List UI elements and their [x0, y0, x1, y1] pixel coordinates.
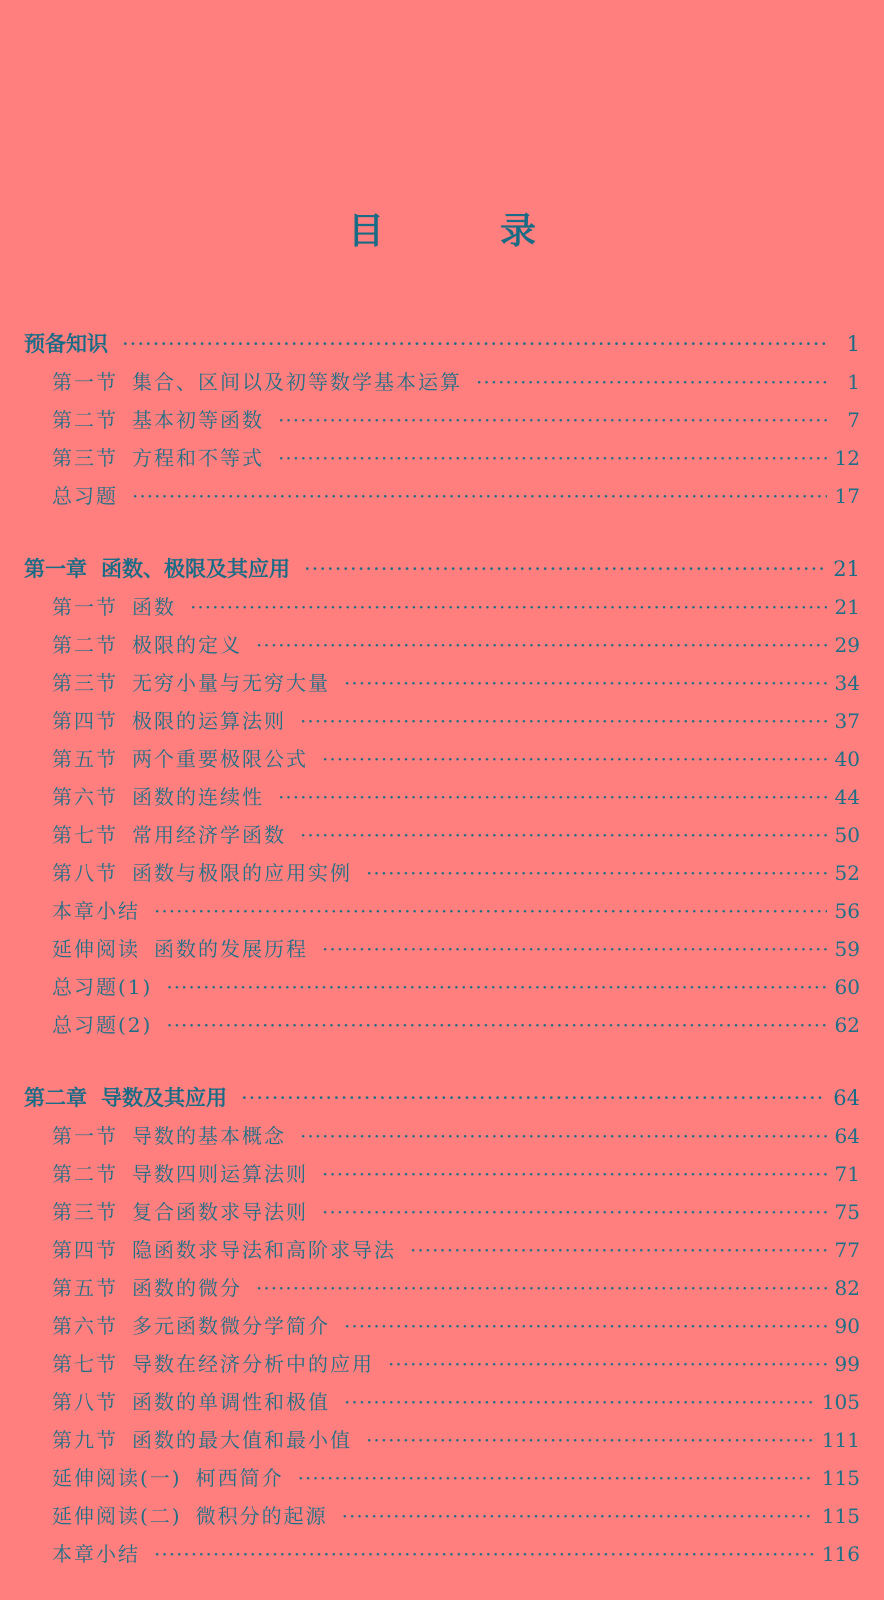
section-number: 第二节 — [52, 633, 118, 657]
section-title: 函数的最大值和最小值 — [132, 1428, 352, 1452]
page-number: 34 — [834, 671, 860, 695]
section-title: 常用经济学函数 — [132, 823, 286, 847]
section-title: 导数在经济分析中的应用 — [132, 1352, 374, 1376]
leader-dots — [476, 363, 828, 401]
leader-dots — [388, 1345, 827, 1383]
leader-dots — [342, 1497, 814, 1535]
section-number: 延伸阅读(二) — [52, 1504, 182, 1528]
page-number: 62 — [834, 1013, 860, 1037]
section-title: 柯西简介 — [195, 1466, 284, 1490]
toc-section-row[interactable] — [24, 626, 860, 664]
page-number: 71 — [834, 1162, 860, 1186]
page-number: 37 — [834, 709, 860, 733]
toc-section-row[interactable] — [24, 401, 860, 439]
section-number: 第七节 — [52, 823, 118, 847]
section-number: 第五节 — [52, 1276, 118, 1300]
group-spacer — [24, 1044, 860, 1079]
section-title: 复合函数求导法则 — [132, 1200, 308, 1224]
page-number: 50 — [834, 823, 860, 847]
leader-dots — [132, 477, 827, 515]
section-number: 第三节 — [52, 671, 118, 695]
section-title: 总习题(2) — [52, 1013, 153, 1037]
section-number: 第一节 — [52, 370, 118, 394]
section-title: 函数的微分 — [132, 1276, 242, 1300]
section-title: 极限的定义 — [132, 633, 242, 657]
toc-chapter-row[interactable] — [24, 550, 860, 588]
toc-section-row[interactable] — [24, 930, 860, 968]
section-title: 隐函数求导法和高阶求导法 — [132, 1238, 396, 1262]
toc-section-row[interactable] — [24, 1006, 860, 1044]
section-number: 第二节 — [52, 1162, 118, 1186]
section-title: 导数四则运算法则 — [132, 1162, 308, 1186]
leader-dots — [300, 702, 827, 740]
section-title: 本章小结 — [52, 1542, 140, 1566]
toc-section-row[interactable] — [24, 1193, 860, 1231]
leader-dots — [300, 816, 827, 854]
leader-dots — [256, 1269, 827, 1307]
page-number: 59 — [834, 937, 860, 961]
leader-dots — [366, 1421, 814, 1459]
page-number: 116 — [821, 1542, 860, 1566]
leader-dots — [344, 664, 827, 702]
section-title: 多元函数微分学简介 — [132, 1314, 330, 1338]
leader-dots — [304, 550, 825, 588]
leader-dots — [322, 740, 827, 778]
leader-dots — [410, 1231, 827, 1269]
section-title: 基本初等函数 — [132, 408, 264, 432]
section-title: 总习题(1) — [52, 975, 153, 999]
page-number: 29 — [834, 633, 860, 657]
toc-section-row[interactable] — [24, 892, 860, 930]
leader-dots — [300, 1117, 827, 1155]
leader-dots — [190, 588, 827, 626]
leader-dots — [278, 778, 827, 816]
section-title: 微积分的起源 — [195, 1504, 328, 1528]
leader-dots — [256, 626, 827, 664]
toc-section-row[interactable] — [24, 1459, 860, 1497]
toc-section-row[interactable] — [24, 1497, 860, 1535]
leader-dots — [322, 1193, 827, 1231]
toc-section-row[interactable] — [24, 740, 860, 778]
leader-dots — [166, 968, 826, 1006]
page-number: 17 — [834, 484, 860, 508]
page-number: 111 — [821, 1428, 860, 1452]
section-title: 两个重要极限公式 — [132, 747, 308, 771]
page-number: 12 — [834, 446, 860, 470]
page-number: 1 — [846, 332, 860, 356]
toc-group-chapter-1 — [24, 550, 860, 1044]
page-number: 105 — [821, 1390, 860, 1414]
section-number: 第三节 — [52, 1200, 118, 1224]
leader-dots — [122, 325, 828, 363]
section-title: 函数的单调性和极值 — [132, 1390, 330, 1414]
leader-dots — [344, 1307, 827, 1345]
page-number: 56 — [834, 899, 860, 923]
chapter-number: 第一章 — [24, 556, 87, 581]
leader-dots — [344, 1383, 814, 1421]
toc-section-row[interactable] — [24, 1383, 860, 1421]
section-title: 总习题 — [52, 484, 118, 508]
leader-dots — [366, 854, 827, 892]
section-number: 延伸阅读 — [52, 937, 140, 961]
leader-dots — [298, 1459, 814, 1497]
toc-section-row[interactable] — [24, 439, 860, 477]
section-number: 第六节 — [52, 785, 118, 809]
section-title: 本章小结 — [52, 899, 140, 923]
page-number: 44 — [834, 785, 860, 809]
toc-section-row[interactable] — [24, 1155, 860, 1193]
section-number: 第三节 — [52, 446, 118, 470]
section-title: 函数 — [132, 595, 176, 619]
page-title: 目 录 — [347, 210, 576, 252]
chapter-number: 第二章 — [24, 1085, 87, 1110]
toc-chapter-row[interactable] — [24, 1079, 860, 1117]
toc-section-row[interactable] — [24, 1421, 860, 1459]
section-number: 第八节 — [52, 1390, 118, 1414]
section-number: 第一节 — [52, 595, 118, 619]
section-number: 第四节 — [52, 1238, 118, 1262]
leader-dots — [154, 892, 827, 930]
toc-group-preliminary — [24, 325, 860, 515]
page-number: 64 — [834, 1124, 860, 1148]
toc-section-row[interactable] — [24, 363, 860, 401]
section-title: 方程和不等式 — [132, 446, 264, 470]
section-title: 函数的连续性 — [132, 785, 264, 809]
section-number: 第八节 — [52, 861, 118, 885]
section-number: 第二节 — [52, 408, 118, 432]
toc-section-row[interactable] — [24, 1307, 860, 1345]
section-title: 函数与极限的应用实例 — [132, 861, 352, 885]
section-number: 第一节 — [52, 1124, 118, 1148]
toc-section-row[interactable] — [24, 588, 860, 626]
section-title: 集合、区间以及初等数学基本运算 — [132, 370, 462, 394]
chapter-title: 导数及其应用 — [101, 1085, 227, 1110]
section-number: 延伸阅读(一) — [52, 1466, 182, 1490]
page-number: 115 — [821, 1504, 860, 1528]
leader-dots — [322, 930, 827, 968]
toc-section-row[interactable] — [24, 1535, 860, 1573]
table-of-contents — [24, 325, 860, 1573]
group-spacer — [24, 515, 860, 550]
leader-dots — [241, 1079, 825, 1117]
page-number: 40 — [834, 747, 860, 771]
toc-section-row[interactable] — [24, 477, 860, 515]
toc-chapter-row[interactable] — [24, 325, 860, 363]
toc-section-row[interactable] — [24, 664, 860, 702]
section-title: 极限的运算法则 — [132, 709, 286, 733]
section-title: 导数的基本概念 — [132, 1124, 286, 1148]
section-title: 无穷小量与无穷大量 — [132, 671, 330, 695]
section-number: 第九节 — [52, 1428, 118, 1452]
page-number: 99 — [834, 1352, 860, 1376]
toc-section-row[interactable] — [24, 1345, 860, 1383]
leader-dots — [278, 439, 827, 477]
page-number: 77 — [834, 1238, 860, 1262]
chapter-title: 函数、极限及其应用 — [101, 556, 290, 581]
leader-dots — [322, 1155, 827, 1193]
leader-dots — [154, 1535, 814, 1573]
leader-dots — [278, 401, 828, 439]
page-number: 90 — [834, 1314, 860, 1338]
page-number: 115 — [821, 1466, 860, 1490]
toc-section-row[interactable] — [24, 778, 860, 816]
toc-section-row[interactable] — [24, 854, 860, 892]
page-number: 21 — [833, 557, 860, 581]
toc-section-row[interactable] — [24, 816, 860, 854]
toc-section-row[interactable] — [24, 1269, 860, 1307]
leader-dots — [166, 1006, 826, 1044]
page-number: 7 — [847, 408, 860, 432]
toc-section-row[interactable] — [24, 1117, 860, 1155]
section-title: 函数的发展历程 — [154, 937, 308, 961]
toc-section-row[interactable] — [24, 1231, 860, 1269]
toc-section-row[interactable] — [24, 968, 860, 1006]
toc-group-chapter-2 — [24, 1079, 860, 1573]
page-number: 64 — [833, 1086, 860, 1110]
chapter-title: 预备知识 — [24, 331, 108, 356]
page-number: 75 — [834, 1200, 860, 1224]
toc-section-row[interactable] — [24, 702, 860, 740]
section-number: 第七节 — [52, 1352, 118, 1376]
toc-chapter-label — [24, 325, 108, 363]
page-number: 60 — [834, 975, 860, 999]
page-number: 82 — [834, 1276, 860, 1300]
section-number: 第六节 — [52, 1314, 118, 1338]
page-number: 21 — [834, 595, 860, 619]
section-number: 第五节 — [52, 747, 118, 771]
page-number: 52 — [834, 861, 860, 885]
section-number: 第四节 — [52, 709, 118, 733]
page-number: 1 — [847, 370, 860, 394]
